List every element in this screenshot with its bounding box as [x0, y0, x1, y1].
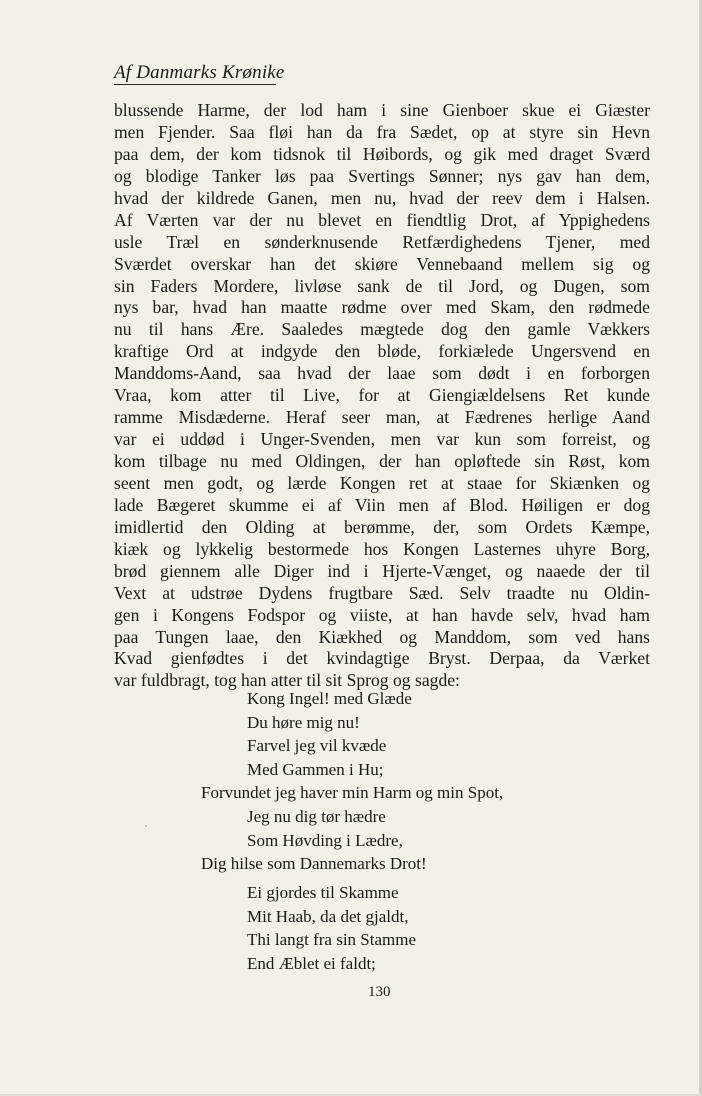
prose-line: Manddoms-Aand, saa hvad der laae som dødt i en forborgen [114, 363, 650, 384]
verse-line: Du høre mig nu! [247, 712, 360, 732]
prose-line: kiæk og lykkelig bestormede hos Kongen Lasternes uhyre Borg, [114, 538, 650, 559]
verse-line: Thi langt fra sin Stamme [247, 930, 417, 950]
prose-line: hvad der kildrede Ganen, men nu, hvad der reev dem i Halsen. [114, 187, 650, 208]
prose-line: sin Faders Mordere, livløse sank de til Jord, og Dugen, som [114, 275, 650, 296]
prose-line: gen i Kongens Fodspor og viiste, at han havde selv, hvad ham [114, 604, 650, 625]
prose-line: imidlertid den Olding at berømme, der, som Ordets Kæmpe, [114, 516, 650, 537]
verse-line: Ei gjordes til Skamme [247, 883, 399, 902]
prose-line: Af Værten var der nu blevet en fiendtlig Drot, af Yppighedens [114, 209, 650, 230]
prose-line: paa dem, der kom tidsnok til Høibords, og gik med draget Sværd [114, 143, 650, 164]
prose-line: Vext at udstrøe Dydens frugtbare Sæd. Selv traadte nu Oldin- [114, 582, 650, 603]
prose-line: var ei uddød i Unger-Svenden, men var kun som forreist, og [114, 429, 650, 450]
prose-line: usle Træl en sønderknusende Retfærdighedens Tjener, med [114, 231, 650, 252]
prose-line: seent men godt, og lærde Kongen ret at staae for Skiænken og [114, 472, 650, 493]
verse-line: Farvel jeg vil kvæde [247, 736, 387, 756]
verse-line: Mit Haab, da det gjaldt, [247, 906, 409, 926]
prose-line: Kvad gienfødtes i det kvindagtige Bryst. Derpaa, da Værket [114, 648, 650, 669]
verse-line: Dig hilse som Dannemarks Drot! [201, 854, 427, 874]
verse-stanza-1 [201, 687, 621, 876]
prose-line: blussende Harme, der lod ham i sine Gienboer skue ei Giæster [114, 100, 650, 120]
prose-line: og blodige Tanker løs paa Svertings Sønner; nys gav han dem, [114, 165, 650, 186]
running-head-rule [114, 84, 276, 85]
verse-line: End Æblet ei faldt; [247, 953, 376, 973]
prose-line: brød giennem alle Diger ind i Hjerte-Vænget, og naaede der til [114, 560, 650, 581]
paper-speck [145, 825, 147, 827]
prose-line: paa Tungen laae, den Kiækhed og Manddom, som ved hans [114, 626, 650, 647]
running-head: Af Danmarks Krønike [114, 62, 285, 83]
prose-line: men Fjender. Saa fløi han da fra Sædet, op at styre sin Hevn [114, 121, 650, 142]
verse-stanza-2 [201, 881, 621, 975]
verse-line: Jeg nu dig tør hædre [247, 806, 386, 826]
verse-line: Som Høvding i Lædre, [247, 830, 403, 850]
prose-line: ramme Misdæderne. Heraf seer man, at Fædrenes herlige Aand [114, 407, 650, 428]
prose-line: kraftige Ord at indgyde den bløde, forkiælede Ungersvend en [114, 341, 650, 362]
prose-line: var fuldbragt, tog han atter til sit Sprog og sagde: [114, 670, 460, 691]
prose-line: kom tilbage nu med Oldingen, der han opløftede sin Røst, kom [114, 451, 650, 471]
prose-line: Sværdet overskar han det skiøre Vennebaand mellem sig og [114, 253, 650, 274]
page-number: 130 [368, 984, 391, 1000]
verse-line: Forvundet jeg haver min Harm og min Spot, [201, 783, 504, 803]
prose-line: Vraa, kom atter til Live, for at Giengiældelsens Ret kunde [114, 385, 650, 406]
prose-line: nys bar, hvad han maatte rødme over med Skam, den rødmede [114, 297, 650, 318]
prose-line: nu til hans Ære. Saaledes mægtede dog den gamle Vækkers [114, 319, 650, 340]
verse-line: Kong Ingel! med Glæde [247, 689, 412, 708]
verse-line: Med Gammen i Hu; [247, 759, 384, 779]
prose-line: lade Bægeret skumme ei af Viin men af Blod. Høiligen er dog [114, 494, 650, 515]
prose-body [114, 100, 650, 692]
